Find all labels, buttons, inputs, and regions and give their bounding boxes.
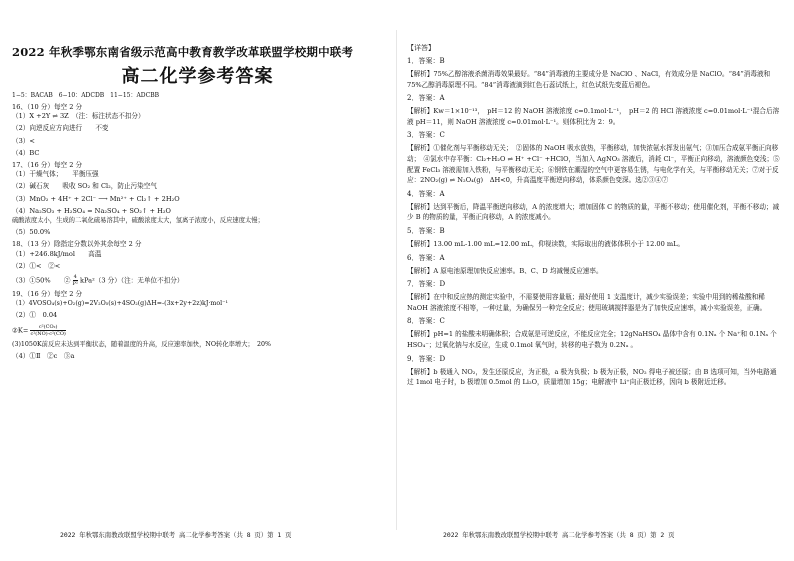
q19-k-denominator: c²(NO)·c²(CO) [30,330,66,337]
answer-4: 4．答案：A [407,189,445,198]
q18-fraction-numerator: 4 [73,274,77,281]
explanation-7: 【解析】在中和反应热的测定实验中，不需要使用容量瓶；最好使用 1 支温度计，减少实验误差；实验中用到的稀盐酸和稀 NaOH 溶液浓度不相等，一种过量，为确保另一种完全反应；使用玻璃搅拌器是为了加快反应速率，减小实验误差，正确。 [407,293,767,312]
exam-title: 2022 年秋季鄂东南省级示范高中教育教学改革联盟学校期中联考 [12,45,354,59]
q16-header: 16、（10 分）每空 2 分 [12,103,83,111]
q19-k-fraction [30,324,65,337]
q19-answer-1: （1）4VOSO₄(s)+O₂(g)=2V₂O₅(s)+4SO₂(g)ΔH=-(3x+2y+2z)kJ·mol⁻¹ [12,300,228,308]
q19-k-label: ②K= [12,326,29,335]
q16-answer-1: （1）X +2Y ⇌ 3Z （注：标注状态不扣分） [12,112,145,121]
q17-answer-2: （2）碱石灰 吸收 SO₂ 和 Cl₂，防止污染空气 [12,182,157,191]
answer-6: 6．答案：A [407,253,445,262]
explanation-5: 【解析】13.00 mL-1.00 mL=12.00 mL，仰视读数，实际取出的液体体积小于 12.00 mL。 [407,239,685,248]
q18-answer-3-suffix: kPa²（3 分）（注：无单位不扣分） [80,276,184,285]
q18-fraction [73,274,78,287]
q17-answer-5: （5）50.0% [12,228,51,237]
q17-answer-4: （4）Na₂SO₃ + H₂SO₄ = Na₂SO₄ + SO₂↑ + H₂O [12,206,171,215]
q17-answer-4-note: 硫酸浓度太小，生成的二氧化硫易溶其中，硫酸浓度太大，氢离子浓度小，反应速度太慢； [12,217,264,225]
q19-answer-2: （2）① 0.04 [12,311,58,320]
answer-2: 2．答案：A [407,94,445,103]
q17-answer-3: （3）MnO₂ + 4H⁺ + 2Cl⁻ ⟶ Mn²⁺ + Cl₂↑ + 2H₂O [12,194,180,203]
detail-tag: 【详答】 [407,44,435,52]
explanation-2: 【解析】Kw＝1×10⁻¹³， pH＝12 的 NaOH 溶液浓度 c=0.1mol·L⁻¹， pH＝2 的 HCl 溶液浓度 c=0.01mol·L⁻¹混合后溶液 pH＝11，则 NaOH 溶液浓度 c=0.01mol·L⁻¹。则体积比为 2：9。 [407,107,780,126]
choice-answers: 1−5：BACAB 6−10：ADCDB 11−15：ADCBB [12,92,160,99]
answer-8: 8．答案：C [407,317,445,326]
q18-answer-3-prefix: （3）①50% ② [12,276,71,285]
q18-answer-3 [12,274,383,287]
answer-9: 9．答案：D [407,354,446,363]
page-title: 高二化学参考答案 [121,66,274,87]
answer-5: 5．答案：B [407,226,445,235]
q18-answer-1: （1）+246.8kJ/mol 高温 [12,249,102,258]
q19-header: 19、（16 分）每空 2 分 [12,290,83,299]
explanation-8: 【解析】pH=1 的盐酸未明确体积；合成氨是可逆反应，不能反应完全；12gNaHSO₄ 晶体中含有 0.1Nₐ 个 Na⁺和 0.1Nₐ 个 HSO₄⁻；过氧化钠与水反应，生成 0.1mol 氧气时，转移的电子数为 0.2Nₐ 。 [407,330,777,349]
q18-fraction-denominator: P² [72,281,78,288]
q16-answer-2: （2）向逆反应方向进行 不变 [12,124,109,133]
answer-page-2 [397,0,794,561]
q17-answer-1: （1）干燥气体； 平衡压强 [12,170,99,179]
explanation-9: 【解析】b 极通入 NO₂，发生还原反应，为正极，a 极为负极；b 极为正极，NO₂ 得电子被还原；由 B 选项可知，当外电路通过 1mol 电子时，b 极增加 0.5mol 的 Li₂O，质量增加 15g；电解液中 Li⁺向正极迁移，因向 b 极附近迁移。 [407,367,777,387]
q19-k-numerator: c²(CO₂) [30,324,65,331]
explanation-3: 【解析】①催化剂与平衡移动无关； ②固体的 NaOH 吸水放热，平衡移动，加快浓氨水挥发出氨气；③加压合成氨平衡正向移动； ④氯水中存平衡：Cl₂+H₂O ⇌ H⁺ +Cl⁻ +HClO，当加入 AgNO₃ 溶液后，消耗 Cl⁻，平衡正向移动，溶液颜色变浅；⑤配置 FeCl₃ 溶液需加入铁粉，与平衡移动无关；⑥钢铁在潮湿的空气中更容易生锈，与电化学有关，与平衡移动无关；⑦对于反应：2NO₂(g) ⇌ N₂O₄(g) ΔH<0，升高温度平衡逆向移动，体系颜色变深。选②③④⑦ [407,144,780,185]
q19-answer-2b [12,324,383,337]
q19-answer-3: (3)1050K前反应未达到平衡状态，随着温度的升高，反应速率加快，NO转化率增大； 20% [12,340,271,348]
q16-answer-3: （3）< [12,136,35,145]
q18-header: 18、（13 分）除指定分数以外其余每空 2 分 [12,240,142,249]
q18-answer-2: （2）①< ②< [12,261,61,270]
explanation-4: 【解析】达到平衡后，降温平衡逆向移动，A 的浓度增大；增加固体 C 的物质的量，平衡不移动；使用催化剂，平衡不移动；减少 B 的物质的量，平衡正向移动，A 的浓度减小。 [407,202,780,222]
explanation-6: 【解析】A 原电池原理加快反应速率。B、C、D 均减慢反应速率。 [407,266,603,275]
q17-header: 17、（16 分）每空 2 分 [12,161,83,170]
answer-7: 7．答案：D [407,280,446,289]
page-footer-2: 2022 年秋鄂东南教改联盟学校期中联考 高二化学参考答案（共 8 页）第 2 页 [443,531,675,539]
explanation-1: 【解析】75%乙醇溶液杀菌消毒效果最好。“84”消毒液的主要成分是 NaClO 、NaCl，有效成分是 NaClO。“84”消毒液和 75%乙醇消毒原理不同。“84”消毒液滴到红色石蕊试纸上，红色试纸先变蓝后褪色。 [407,70,771,89]
answer-1: 1．答案：B [407,57,445,65]
answer-3: 3．答案：C [407,131,445,140]
page-footer-1: 2022 年秋鄂东南教改联盟学校期中联考 高二化学参考答案（共 8 页）第 1 页 [60,531,292,539]
q19-answer-4: （4）①Ⅱ ②c ③a [12,351,75,360]
q16-answer-4: （4）BC [12,148,40,157]
